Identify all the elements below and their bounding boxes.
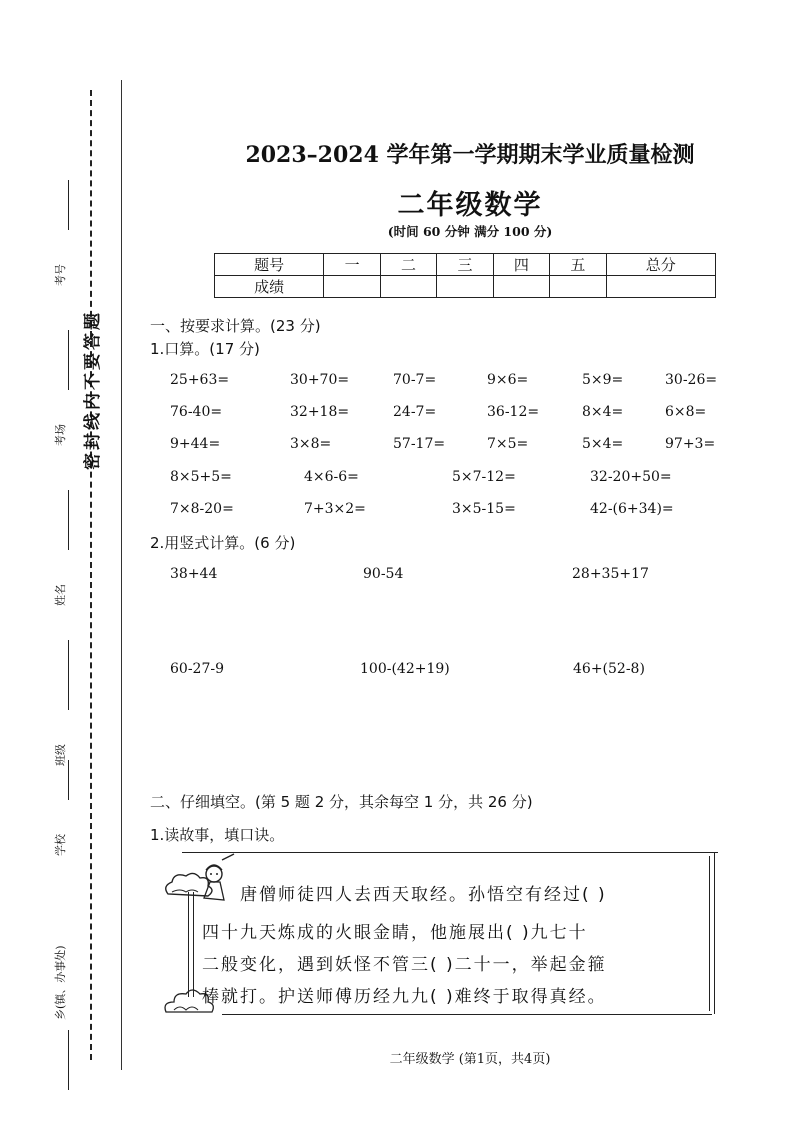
field-label: 考场 [54, 424, 67, 446]
vertical-calc-item: 90-54 [363, 566, 404, 582]
arith-item: 57-17= [393, 436, 446, 452]
story-line: 棒就打。护送师傅历经九九( )难终于取得真经。 [202, 987, 607, 1007]
score-table [214, 253, 716, 298]
arith-item: 9×6= [487, 372, 529, 388]
score-table-cell: 二 [380, 254, 436, 276]
story-frame-right [714, 852, 715, 1014]
arith-item: 70-7= [393, 372, 437, 388]
subject-title: 二年级数学 [397, 190, 543, 221]
page-footer: 二年级数学 (第1页，共4页) [389, 1052, 551, 1067]
story-line: 二般变化，遇到妖怪不管三( )二十一，举起金箍 [202, 955, 607, 975]
section2-q1-title: 1.读故事，填口诀。 [150, 826, 285, 844]
field-label: 班级 [54, 744, 67, 766]
arith-item: 9+44= [170, 436, 221, 452]
score-entry-cell[interactable] [380, 276, 436, 298]
score-table-cell: 总分 [606, 254, 715, 276]
arith-item: 42-(6+34)= [590, 501, 674, 517]
arith-item: 3×5-15= [452, 501, 516, 517]
arith-item: 30+70= [290, 372, 350, 388]
field-underline [68, 760, 69, 800]
arith-item: 97+3= [665, 436, 716, 452]
arith-item: 36-12= [487, 404, 540, 420]
field-name[interactable] [14, 560, 94, 680]
story-line: 四十九天炼成的火眼金睛，他施展出( )九七十 [202, 923, 588, 943]
arith-item: 7×8-20= [170, 501, 234, 517]
field-underline [68, 330, 69, 390]
score-table-cell: 成绩 [215, 276, 324, 298]
arith-item: 76-40= [170, 404, 223, 420]
vertical-calc-item: 38+44 [170, 566, 218, 582]
arith-item: 5×9= [582, 372, 624, 388]
section1-title: 一、按要求计算。(23 分) [150, 317, 321, 335]
exam-note: (时间 60 分钟 满分 100 分) [387, 224, 553, 239]
arith-item: 32+18= [290, 404, 350, 420]
field-underline [68, 640, 69, 710]
story-line: 唐僧师徒四人去西天取经。孙悟空有经过( ) [240, 885, 607, 905]
field-school[interactable] [14, 810, 94, 930]
arith-item: 6×8= [665, 404, 707, 420]
vertical-calc-item: 28+35+17 [572, 566, 649, 582]
arith-item: 4×6-6= [304, 469, 359, 485]
score-table-cell: 题号 [215, 254, 324, 276]
score-entry-cell[interactable] [550, 276, 606, 298]
field-label: 姓名 [54, 584, 67, 606]
story-frame-bottom [222, 1014, 712, 1015]
field-label: 考号 [54, 264, 67, 286]
arith-item: 5×4= [582, 436, 624, 452]
score-table-cell: 四 [493, 254, 549, 276]
score-table-cell: 五 [550, 254, 606, 276]
vertical-calc-item: 46+(52-8) [573, 661, 645, 677]
arith-item: 32-20+50= [590, 469, 672, 485]
field-label: 学校 [54, 834, 67, 856]
field-township[interactable] [14, 940, 94, 1060]
field-underline [68, 1030, 69, 1090]
arith-item: 7×5= [487, 436, 529, 452]
story-frame-right-inner [709, 856, 710, 1011]
arith-item: 24-7= [393, 404, 437, 420]
arith-item: 25+63= [170, 372, 230, 388]
score-table-cell: 三 [437, 254, 493, 276]
field-underline [68, 180, 69, 230]
arith-item: 8×4= [582, 404, 624, 420]
arith-item: 3×8= [290, 436, 332, 452]
seal-warning-text: 密封线内不要答题 [83, 310, 103, 470]
score-entry-cell[interactable] [324, 276, 380, 298]
field-label: 乡(镇、办事处) [54, 945, 67, 1020]
vertical-calc-item: 100-(42+19) [360, 661, 450, 677]
arith-item: 7+3×2= [304, 501, 366, 517]
arith-item: 8×5+5= [170, 469, 232, 485]
field-underline [68, 490, 69, 550]
score-entry-cell[interactable] [606, 276, 715, 298]
score-entry-cell[interactable] [437, 276, 493, 298]
exam-title: 2023–2024 学年第一学期期末学业质量检测 [245, 142, 695, 168]
score-table-header-row [215, 254, 716, 276]
monkey-king-illustration-icon [162, 852, 242, 912]
section2-title: 二、仔细填空。(第 5 题 2 分，其余每空 1 分，共 26 分) [150, 793, 533, 811]
story-frame-top [182, 852, 718, 853]
margin-solid-line [121, 80, 122, 1070]
score-table-score-row [215, 276, 716, 298]
arith-item: 5×7-12= [452, 469, 516, 485]
arith-item: 30-26= [665, 372, 718, 388]
score-entry-cell[interactable] [493, 276, 549, 298]
q1-title: 1.口算。(17 分) [150, 340, 260, 358]
score-table-cell: 一 [324, 254, 380, 276]
vertical-calc-item: 60-27-9 [170, 661, 224, 677]
q2-title: 2.用竖式计算。(6 分) [150, 534, 296, 552]
story-box [162, 852, 722, 1022]
